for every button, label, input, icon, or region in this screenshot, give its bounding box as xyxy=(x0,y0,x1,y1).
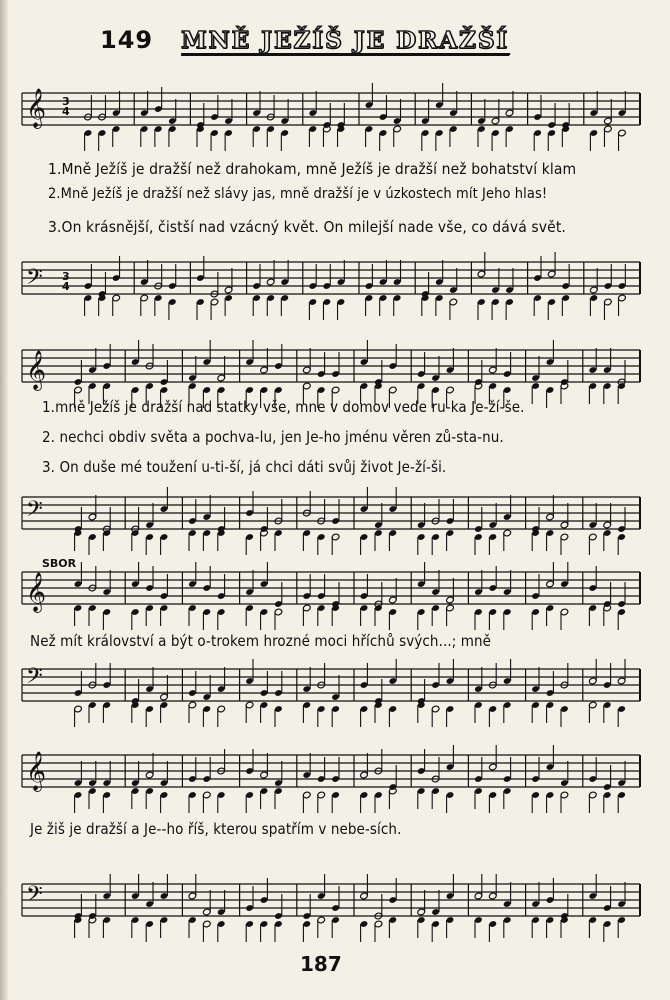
bass-clef-4: 𝄢 xyxy=(26,882,43,912)
hymn-title: MNĚ JEŽÍŠ JE DRAŽŠÍ xyxy=(181,26,510,54)
bass-clef-3: 𝄢 xyxy=(26,664,43,694)
chorus-lyric-line-2: Je žiš je dražší a Je--ho říš, kterou spatřím v nebe-sích. xyxy=(30,820,402,838)
chorus-label: SBOR xyxy=(42,557,77,570)
page-number: 187 xyxy=(300,952,342,976)
lyric-line-2-verse1: 1.mně Ježíš je dražší nad statky vše, mne v domov vede ru-ka Je-ží-še. xyxy=(42,398,525,416)
time-signature-bass: 3 4 xyxy=(62,270,70,293)
treble-clef-1: 𝄞 xyxy=(26,88,47,128)
bass-clef-1: 𝄢 xyxy=(26,265,43,295)
bass-clef-2: 𝄢 xyxy=(26,497,43,527)
chorus-lyric-line-1: Než mít království a být o-trokem hrozné moci hříchů svých...; mně xyxy=(30,632,492,650)
lyric-line-2-verse3: 3. On duše mé toužení u-ti-ší, já chci dáti svůj život Je-ží-ši. xyxy=(42,458,447,476)
hymn-number: 149 xyxy=(100,26,154,54)
time-signature-treble: 3 4 xyxy=(62,95,70,118)
treble-clef-2: 𝄞 xyxy=(26,350,47,390)
lyric-line-2-verse2: 2. nechci obdiv světa a pochva-lu, jen Je-ho jménu věren zů-sta-nu. xyxy=(42,428,504,446)
treble-clef-3: 𝄞 xyxy=(26,572,47,612)
lyric-line-1-verse1: 1.Mně Ježíš je dražší než drahokam, mně Ježíš je dražší než bohatství klam xyxy=(48,160,577,178)
treble-clef-4: 𝄞 xyxy=(26,751,47,791)
lyric-line-1-verse3: 3.On krásnější, čistší nad vzácný květ. On milejší nade vše, co dává svět. xyxy=(48,218,566,236)
lyric-line-1-verse2: 2.Mně Ježíš je dražší než slávy jas, mně dražší je v úzkostech mít Jeho hlas! xyxy=(48,186,548,202)
